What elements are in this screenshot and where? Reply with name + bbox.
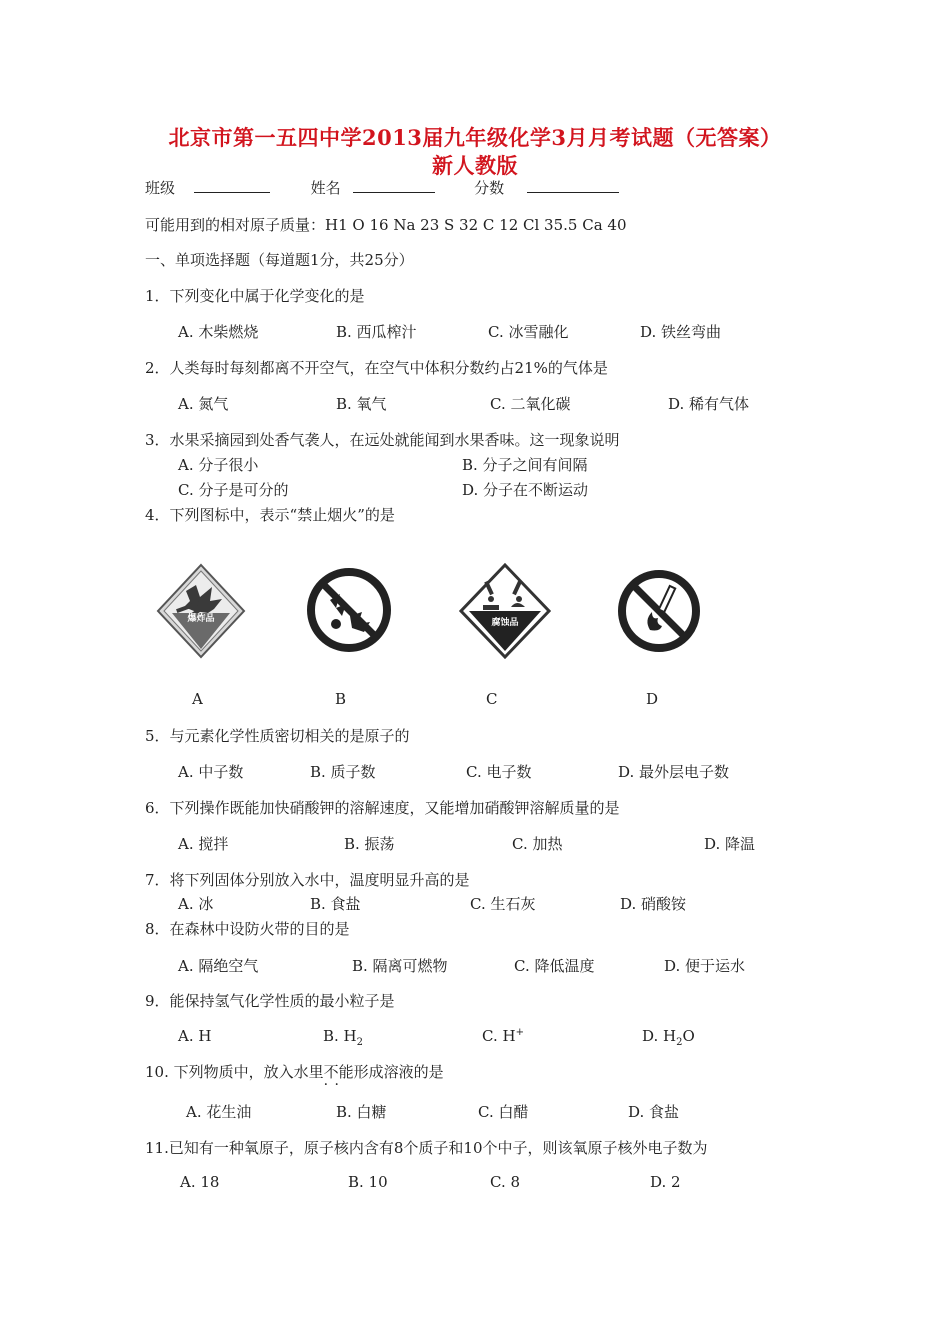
name-label: 姓名 [310,179,341,197]
q9-option-b[interactable] [323,1027,363,1048]
q10-option-d[interactable]: D. 食盐 [628,1103,680,1121]
sign-c-corrosive[interactable] [459,563,551,663]
q9-option-c-text: C. H [482,1027,516,1045]
sign-c-letter[interactable]: C [486,690,498,708]
q8-option-b[interactable]: B. 隔离可燃物 [352,957,448,975]
sign-a-letter[interactable]: A [192,690,203,708]
question-4-stem: 4．下列图标中，表示“禁止烟火”的是 [145,506,395,524]
sign-a-label: 爆炸品 [187,614,215,624]
question-5-stem: 5．与元素化学性质密切相关的是原子的 [145,727,410,745]
question-2-stem: 2．人类每时每刻都离不开空气，在空气中体积分数约占21%的气体是 [145,359,608,377]
corrosive-sign-icon [459,563,551,659]
sign-d-letter[interactable]: D [646,690,659,708]
q5-option-b[interactable]: B. 质子数 [310,763,376,781]
atomic-mass-line: 可能用到的相对原子质量：H1 O 16 Na 23 S 32 C 12 Cl 35.5 Ca 40 [145,216,627,234]
title-line-1: 北京市第一五四中学2013届九年级化学3月月考试题（无答案） [168,125,782,150]
q3-option-c[interactable]: C. 分子是可分的 [178,481,289,499]
q1-option-d[interactable]: D. 铁丝弯曲 [640,323,722,341]
question-7-stem: 7．将下列固体分别放入水中，温度明显升高的是 [145,871,470,889]
question-11-stem: 11.已知有一种氧原子，原子核内含有8个质子和10个中子，则该氧原子核外电子数为 [145,1139,708,1157]
q2-option-d[interactable]: D. 稀有气体 [668,395,750,413]
q10-stem-part-3: 形成溶液的是 [353,1063,444,1081]
sign-b-prohibition[interactable] [306,566,392,658]
class-label: 班级 [145,179,176,197]
q10-stem-part-1: 10. 下列物质中，放入水里 [145,1063,324,1081]
q9-option-d-subscript: 2 [676,1037,683,1048]
q3-option-a[interactable]: A. 分子很小 [178,456,259,474]
q9-option-d-tail: O [682,1027,695,1045]
q8-option-c[interactable]: C. 降低温度 [514,957,595,975]
q7-option-d[interactable]: D. 硝酸铵 [620,895,687,913]
q2-option-a[interactable]: A. 氮气 [178,395,229,413]
question-10-stem [145,1061,444,1082]
sign-c-label: 腐蚀品 [491,618,519,628]
q3-option-d[interactable]: D. 分子在不断运动 [462,481,589,499]
question-9-stem: 9．能保持氢气化学性质的最小粒子是 [145,992,395,1010]
q9-option-a[interactable]: A. H [178,1027,212,1045]
no-fire-icon [616,568,702,654]
question-3-stem: 3．水果采摘园到处香气袭人，在远处就能闻到水果香味。这一现象说明 [145,431,620,449]
q7-option-b[interactable]: B. 食盐 [310,895,361,913]
question-1-stem: 1．下列变化中属于化学变化的是 [145,287,365,305]
q10-option-b[interactable]: B. 白糖 [336,1103,387,1121]
q5-option-a[interactable]: A. 中子数 [178,763,244,781]
q5-option-d[interactable]: D. 最外层电子数 [618,763,730,781]
q1-option-c[interactable]: C. 冰雪融化 [488,323,569,341]
q6-option-c[interactable]: C. 加热 [512,835,563,853]
section-1-heading: 一、单项选择题（每道题1分，共25分） [145,251,414,269]
student-info-row [145,177,619,198]
q11-option-c[interactable]: C. 8 [490,1173,521,1191]
q11-option-a[interactable]: A. 18 [180,1173,220,1191]
q11-option-b[interactable]: B. 10 [348,1173,388,1191]
class-blank[interactable] [194,178,270,193]
sign-d-no-fire[interactable] [616,568,702,658]
q1-option-a[interactable]: A. 木柴燃烧 [178,323,259,341]
q8-option-d[interactable]: D. 便于运水 [664,957,746,975]
q3-option-b[interactable]: B. 分子之间有间隔 [462,456,588,474]
q11-option-d[interactable]: D. 2 [650,1173,681,1191]
q6-option-a[interactable]: A. 搅拌 [178,835,229,853]
score-blank[interactable] [527,178,619,193]
score-label: 分数 [474,179,505,197]
q9-option-c-superscript: + [515,1027,524,1038]
sign-b-letter[interactable]: B [335,690,347,708]
q9-option-b-subscript: 2 [356,1037,364,1048]
q6-option-b[interactable]: B. 振荡 [344,835,395,853]
sign-a-explosive[interactable] [156,563,246,663]
q1-option-b[interactable]: B. 西瓜榨汁 [336,323,417,341]
name-blank[interactable] [353,178,435,193]
q6-option-d[interactable]: D. 降温 [704,835,756,853]
q2-option-b[interactable]: B. 氧气 [336,395,387,413]
q5-option-c[interactable]: C. 电子数 [466,763,532,781]
q10-option-a[interactable]: A. 花生油 [186,1103,252,1121]
title-line-2: 新人教版 [432,153,518,178]
q9-option-c[interactable] [482,1027,524,1045]
question-6-stem: 6．下列操作既能加快硝酸钾的溶解速度，又能增加硝酸钾溶解质量的是 [145,799,620,817]
q9-option-b-text: B. H [323,1027,357,1045]
q10-option-c[interactable]: C. 白醋 [478,1103,529,1121]
q2-option-c[interactable]: C. 二氧化碳 [490,395,571,413]
prohibition-b-icon [306,566,392,654]
q7-option-c[interactable]: C. 生石灰 [470,895,536,913]
q9-option-d[interactable] [642,1027,695,1048]
q9-option-d-text: D. H [642,1027,677,1045]
q10-emphasis-not: 不能 · · [324,1063,354,1081]
question-8-stem: 8．在森林中设防火带的目的是 [145,920,350,938]
q7-option-a[interactable]: A. 冰 [178,895,214,913]
q8-option-a[interactable]: A. 隔绝空气 [178,957,259,975]
